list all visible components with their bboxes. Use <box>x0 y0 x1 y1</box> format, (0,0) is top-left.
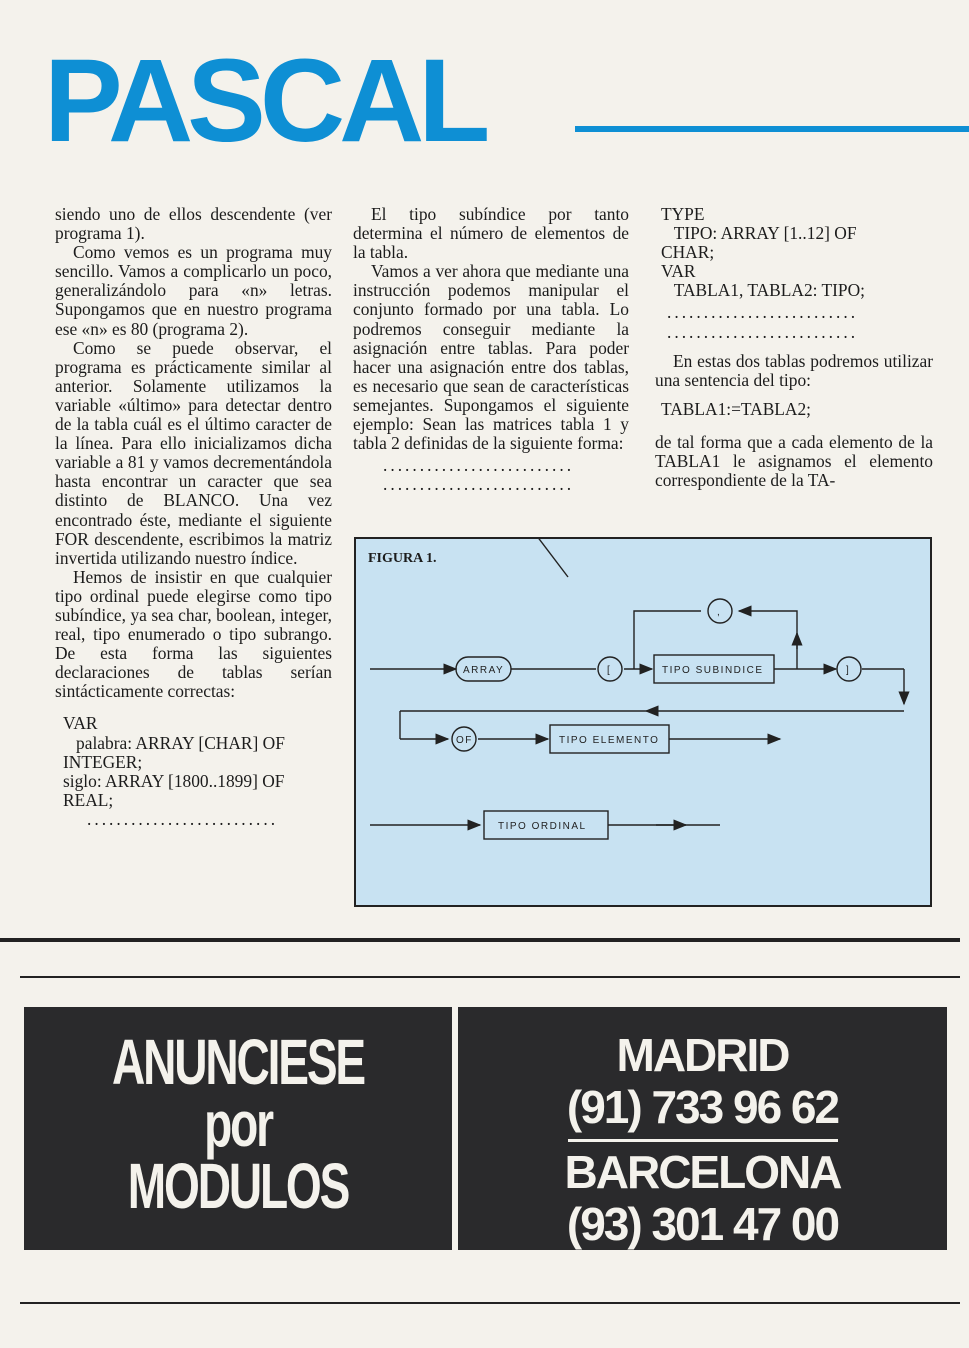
comma-label: , <box>717 607 722 618</box>
paragraph: Vamos a ver ahora que mediante una instrucción podemos manipular el conjunto formado por una tabla. Lo podremos conseguir mediante la asignación entre tablas. Para poder hacer una asignación entre dos tablas, es necesario que sean de características semejantes. Supongamos el siguiente ejemplo: Sean las matrices tabla 1 y tabla 2 definidas de la siguiente forma: <box>353 261 629 454</box>
code-line: INTEGER; <box>63 751 143 772</box>
ad-divider <box>568 1139 838 1142</box>
section-rule <box>20 976 960 978</box>
tipo-subindice-label: TIPO SUBINDICE <box>662 665 764 676</box>
column-3 <box>655 205 933 490</box>
assignment-statement: TABLA1:=TABLA2; <box>661 398 812 419</box>
of-label: OF <box>456 735 473 746</box>
code-line: palabra: ARRAY [CHAR] OF <box>63 732 285 753</box>
column-2 <box>353 205 629 494</box>
ad-phone-barcelona: (93) 301 47 00 <box>566 1198 839 1250</box>
paragraph: Como vemos es un programa muy sencillo. Vamos a complicarlo un poco, generalizándolo para «n» letras. Supongamos que en nuestro programa ese «n» es 80 (programa 2). <box>55 242 332 339</box>
tipo-elemento-label: TIPO ELEMENTO <box>559 735 660 746</box>
page-title: PASCAL <box>44 35 485 167</box>
code-line: siglo: ARRAY [1800..1899] OF <box>63 770 285 791</box>
paragraph: Como se puede observar, el programa es prácticamente similar al anterior. Solamente utilizamos la variable «último» para detectar dentro de la tabla cuál es el último caracter de la línea. Para ello inicializamos dicha variable a 81 y vamos decrementándola hasta encontrar un caracter que sea distinto de BLANCO. Una vez encontrado éste, mediante el siguiente FOR descendente, escribimos la matriz invertida utilizando nuestro índice. <box>55 337 332 568</box>
ad-slogan-line: por <box>204 1088 272 1160</box>
loop-arrow <box>739 611 797 669</box>
ad-slogan-box <box>24 1007 452 1250</box>
ellipsis-line: .......................... <box>383 455 575 476</box>
ad-contact-box <box>458 1007 947 1250</box>
open-bracket-label: [ <box>607 665 612 676</box>
column-1 <box>55 205 332 829</box>
code-line: VAR <box>661 261 696 282</box>
section-rule <box>20 1302 960 1304</box>
ellipsis-line: .......................... <box>383 474 575 495</box>
paragraph: siendo uno de ellos descendente (ver programa 1). <box>55 204 332 244</box>
code-line: REAL; <box>63 789 114 810</box>
code-line: TYPE <box>661 204 705 224</box>
paragraph: Hemos de insistir en que cualquier tipo ordinal puede elegirse como tipo subíndice, ya sea char, boolean, integer, real, tipo enumerado o tipo subrango. De esta forma las siguientes declaraciones de tablas serían sintácticamente correctas: <box>55 566 332 702</box>
pointer-line <box>524 539 568 577</box>
ad-slogan-line: ANUNCIESE <box>112 1026 364 1098</box>
code-line: TIPO: ARRAY [1..12] OF <box>661 223 857 244</box>
close-bracket-label: ] <box>846 665 851 676</box>
ad-city-madrid: MADRID <box>616 1029 789 1081</box>
array-label: ARRAY <box>463 665 505 676</box>
code-line: CHAR; <box>661 242 715 263</box>
figure-1 <box>354 537 932 907</box>
paragraph: de tal forma que a cada elemento de la TABLA1 le asignamos el elemento correspondiente de la TA- <box>655 431 933 491</box>
ellipsis-line: .......................... <box>667 321 859 342</box>
ellipsis-line: .......................... <box>667 302 859 323</box>
paragraph: En estas dos tablas podremos utilizar una sentencia del tipo: <box>655 350 933 390</box>
tipo-ordinal-label: TIPO ORDINAL <box>498 821 587 832</box>
loop-line <box>634 611 701 669</box>
code-line: VAR <box>63 713 98 734</box>
ad-phone-madrid: (91) 733 96 62 <box>566 1081 839 1133</box>
title-rule <box>575 126 969 132</box>
code-line: TABLA1, TABLA2: TIPO; <box>661 280 865 301</box>
ad-city-barcelona: BARCELONA <box>564 1146 841 1198</box>
section-rule <box>0 938 960 942</box>
paragraph: El tipo subíndice por tanto determina el número de elementos de la tabla. <box>353 204 629 263</box>
ad-slogan-line: MODULOS <box>127 1150 349 1222</box>
syntax-diagram <box>356 539 930 905</box>
figure-label: FIGURA 1. <box>368 551 437 566</box>
ellipsis-line: .......................... <box>87 808 279 829</box>
